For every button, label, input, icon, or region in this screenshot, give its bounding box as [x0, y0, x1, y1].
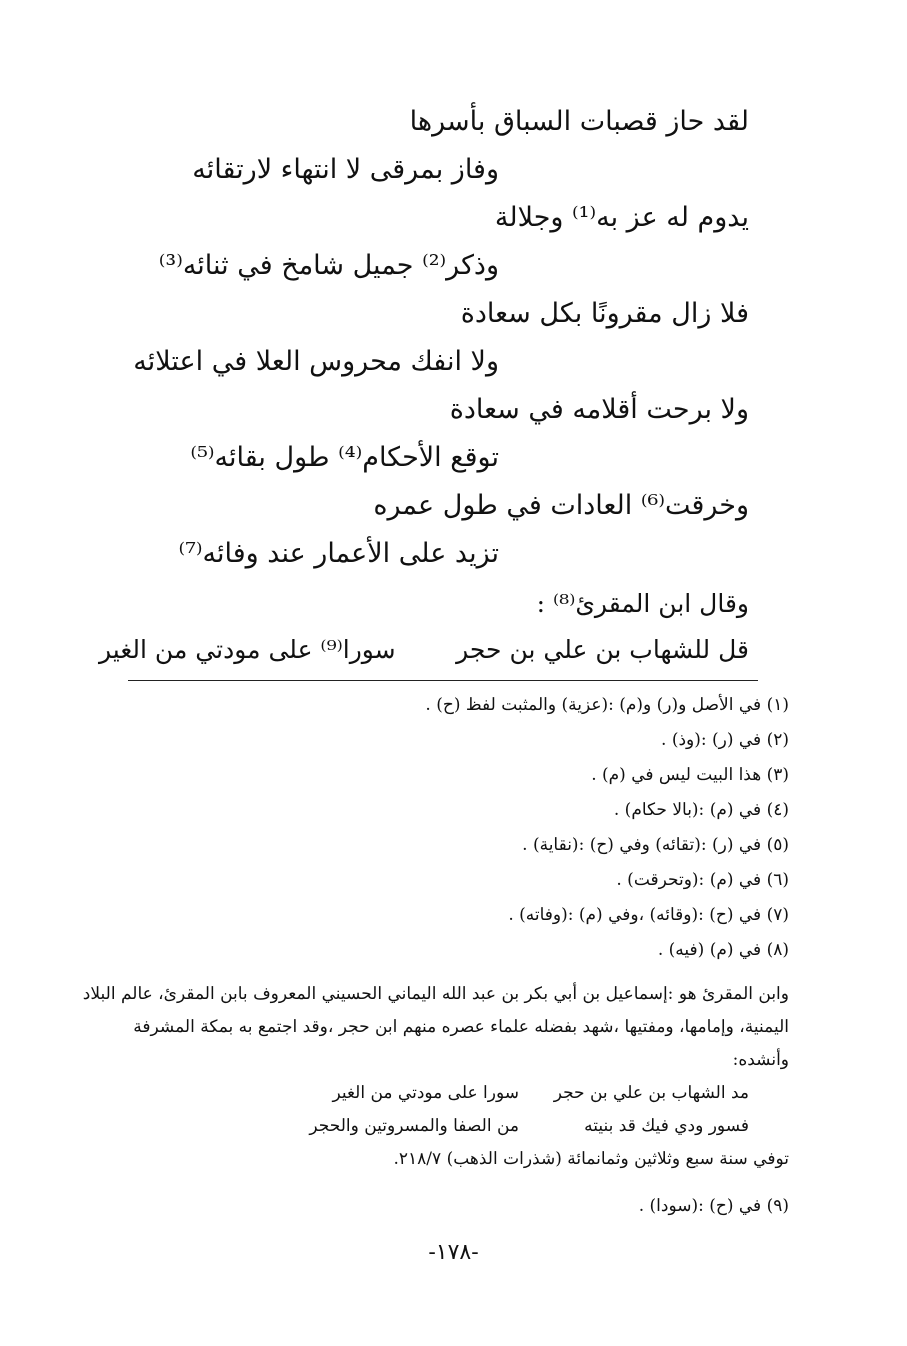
- footnote: (٥) في (ر) :(تقائه) وفي (ح) :(نقاية) .: [522, 835, 789, 855]
- footnote: (٢) في (ر) :(وذ) .: [661, 730, 789, 750]
- verse-line: وذكر⁽²⁾ جميل شامخ في ثنائه⁽³⁾: [158, 250, 499, 281]
- verse-line: وخرقت⁽⁶⁾ العادات في طول عمره: [373, 490, 749, 521]
- quoted-hemistich: فسور ودي فيك قد بنيته: [584, 1116, 749, 1136]
- footnote: (٧) في (ح) :(وقائه) ،وفي (م) :(وفاته) .: [508, 905, 789, 925]
- quoted-hemistich: مد الشهاب بن علي بن حجر: [553, 1083, 749, 1103]
- page-number: -١٧٨-: [428, 1240, 479, 1265]
- verse-line: تزيد على الأعمار عند وفائه⁽⁷⁾: [178, 538, 499, 569]
- footnote: (٦) في (م) :(وتحرقت) .: [616, 870, 789, 890]
- footnote: (٣) هذا البيت ليس في (م) .: [591, 765, 789, 785]
- verse-line: وفاز بمرقى لا انتهاء لارتقائه: [192, 154, 499, 185]
- verse-line: ولا برحت أقلامه في سعادة: [449, 394, 749, 425]
- footnote: (٨) في (م) (فيه) .: [657, 940, 789, 960]
- quoted-verse: [79, 1077, 789, 1110]
- footnote: (٤) في (م) :(بالا حكام) .: [613, 800, 789, 820]
- footnote: (١) في الأصل و(ر) و(م) :(عزية) والمثبت لفظ (ح) .: [425, 695, 789, 715]
- second-hemistich: سورا⁽⁹⁾ على مودتي من الغير: [99, 635, 396, 664]
- first-hemistich: قل للشهاب بن علي بن حجر: [456, 635, 749, 664]
- biography-paragraph: وابن المقرئ هو :إسماعيل بن أبي بكر بن عبد الله اليماني الحسيني المعروف بابن المقرئ، عالم البلاد اليمنية، وإمامها، ومفتيها ،شهد بفضله علماء عصره منهم ابن حجر ،وقد اجتمع به بمكة المشرفة وأنشده:: [82, 984, 789, 1070]
- verse-line: يدوم له عز به⁽¹⁾ وجلالة: [494, 202, 749, 233]
- footnote: (٩) في (ح) :(سودا) .: [638, 1196, 789, 1216]
- verse-line: توقع الأحكام⁽⁴⁾ طول بقائه⁽⁵⁾: [190, 442, 499, 473]
- death-note: توفي سنة سبع وثلاثين وثمانمائة (شذرات الذهب) ٢١٨/٧.: [393, 1149, 789, 1169]
- quoted-hemistich: سورا على مودتي من الغير: [332, 1083, 519, 1103]
- verse-line: ولا انفك محروس العلا في اعتلائه: [133, 346, 499, 377]
- quoted-verse: [79, 1110, 789, 1143]
- footnotes: [89, 688, 789, 968]
- biography-note: [79, 978, 789, 1176]
- verse-line: لقد حاز قصبات السباق بأسرها: [409, 106, 749, 137]
- quoted-hemistich: من الصفا والمسروتين والحجر: [309, 1116, 519, 1136]
- intro-line: وقال ابن المقرئ⁽⁸⁾ :: [536, 589, 749, 618]
- poem: [99, 98, 749, 626]
- verse-line: فلا زال مقرونًا بكل سعادة: [460, 298, 749, 329]
- footnote-divider: [128, 680, 758, 681]
